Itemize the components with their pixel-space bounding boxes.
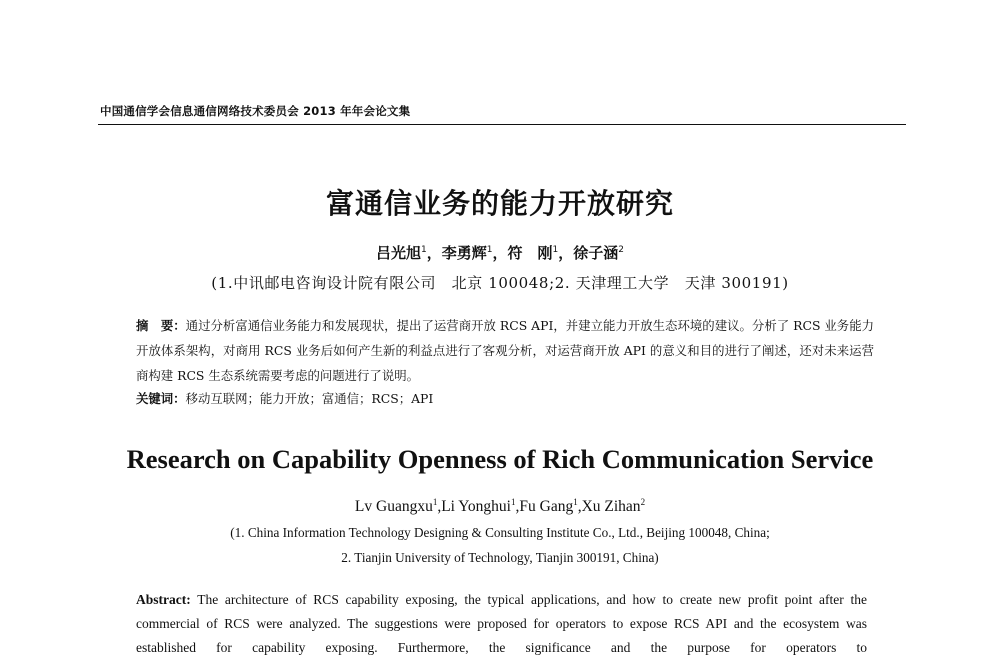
- en-abstract-label: Abstract:: [136, 592, 191, 607]
- cn-author-sep: ，: [558, 244, 574, 262]
- en-abstract: [136, 588, 867, 660]
- cn-authors: [0, 242, 1000, 263]
- en-author-sep: ,: [515, 498, 520, 516]
- en-author-aff: 1: [511, 497, 516, 507]
- cn-title: 富通信业务的能力开放研究: [325, 187, 674, 220]
- en-author-aff: 2: [640, 497, 646, 507]
- cn-author-sep: ，: [426, 244, 442, 262]
- cn-author-aff: 1: [552, 245, 559, 255]
- en-author: Li Yonghui: [441, 498, 511, 516]
- cn-author: 李勇辉: [441, 244, 487, 262]
- cn-abstract-text: 通过分析富通信业务能力和发展现状，提出了运营商开放 RCS API，并建立能力开放生态环境的建议。分析了 RCS 业务能力开放体系架构，对商用 RCS 业务后如何产生新的利益点进行了客观分析，对运营商开放 API 的意义和目的进行了阐述，还对未来运营商构建 RCS 生态系统需要考虑的问题进行了说明。: [136, 318, 875, 384]
- en-author-aff: 1: [573, 497, 578, 507]
- cn-affiliation: (1.中讯邮电咨询设计院有限公司 北京 100048;2. 天津理工大学 天津 300191): [211, 274, 789, 292]
- cn-author: 符 刚: [507, 244, 553, 262]
- cn-keywords-text: 移动互联网；能力开放；富通信；RCS；API: [185, 391, 434, 406]
- en-abstract-text: The architecture of RCS capability exposing, the typical applications, and how to create new profit point after the commercial of RCS were analyzed. The suggestions were proposed for operators to expose RCS API and the ecosystem was established for capability exposing. Furthermore, the significance and the purpose for operators to: [136, 592, 867, 655]
- running-header: 中国通信学会信息通信网络技术委员会 2013 年年会论文集: [100, 104, 411, 118]
- en-author-sep: ,: [437, 498, 442, 516]
- en-authors: [0, 497, 1000, 516]
- en-affiliation-line1: (1. China Information Technology Designing & Consulting Institute Co., Ltd., Beijing 100048, China;: [230, 525, 770, 540]
- en-author-sep: ,: [577, 498, 582, 516]
- en-author: Xu Zihan: [581, 498, 641, 516]
- cn-keywords-label: 关键词：: [136, 391, 186, 406]
- cn-author: 吕光旭: [375, 244, 421, 262]
- en-affiliation-line2: 2. Tianjin University of Technology, Tianjin 300191, China): [341, 550, 659, 565]
- cn-abstract: [136, 313, 874, 389]
- header-rule: [98, 124, 906, 125]
- cn-author: 徐子涵: [573, 244, 619, 262]
- en-author: Lv Guangxu: [354, 498, 433, 516]
- en-title: Research on Capability Openness of Rich Communication Service: [126, 444, 874, 474]
- cn-abstract-label: 摘 要：: [136, 318, 186, 333]
- cn-author-sep: ，: [492, 244, 508, 262]
- cn-author-aff: 1: [420, 245, 427, 255]
- cn-author-aff: 2: [618, 245, 625, 255]
- en-author: Fu Gang: [519, 498, 574, 516]
- cn-author-aff: 1: [486, 245, 493, 255]
- en-author-aff: 1: [432, 497, 438, 507]
- cn-keywords: [136, 388, 874, 410]
